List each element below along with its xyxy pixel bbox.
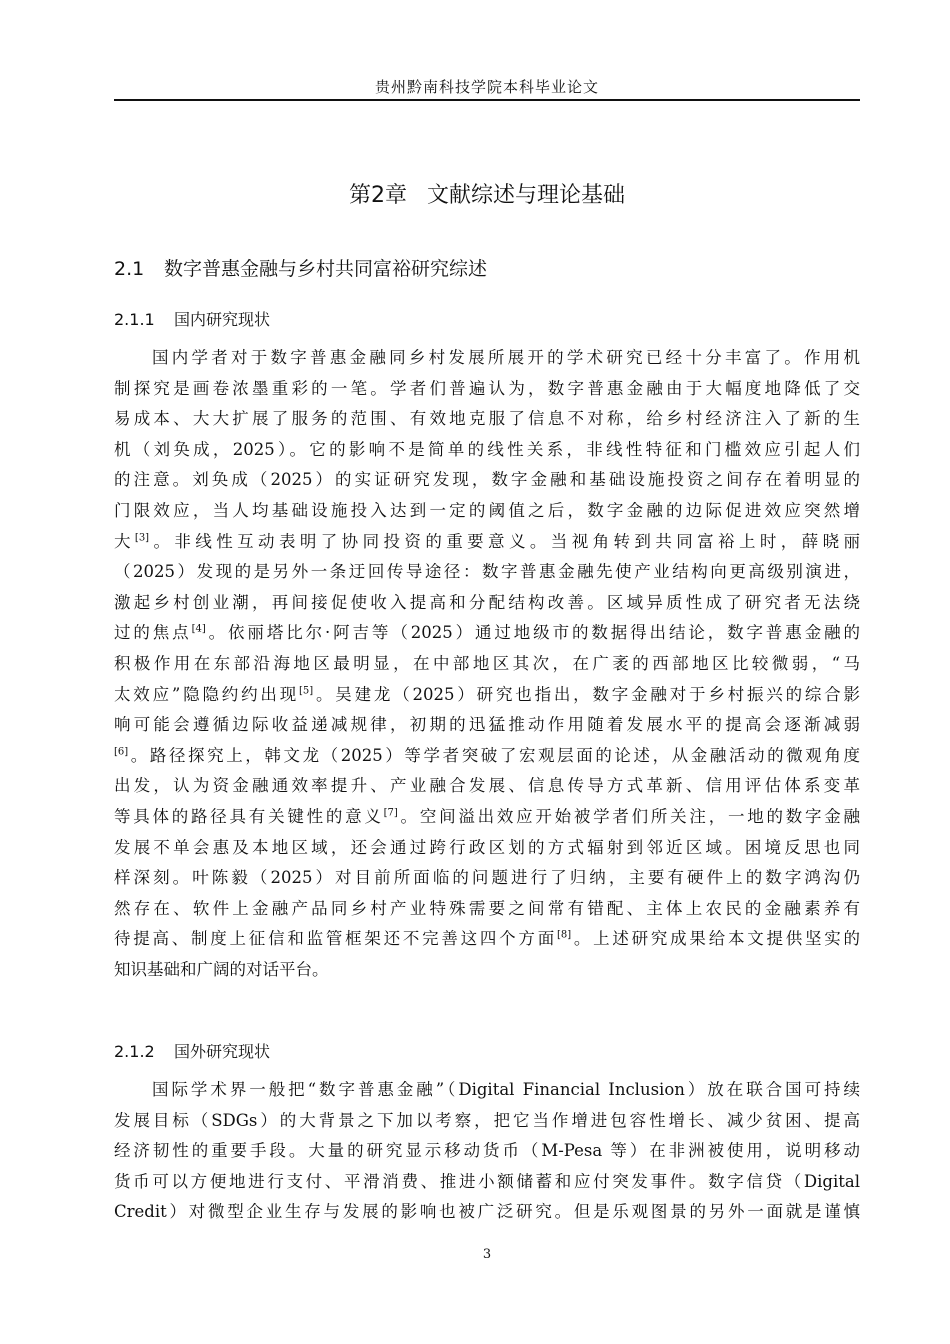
text-line: 出发，认为资金融通效率提升、产业融合发展、信息传导方式革新、信用评估体系变革 — [114, 776, 860, 796]
text-line: 然存在、软件上金融产品同乡村产业特殊需要之间常有错配、主体上农民的金融素养有 — [114, 898, 860, 918]
page-number: 3 — [482, 1247, 492, 1262]
citation-marker: [7] — [383, 807, 398, 819]
text-line: 经济韧性的重要手段。大量的研究显示移动货币（M-Pesa 等）在非洲被使用，说明移动 — [114, 1141, 860, 1161]
subsection-title: 国内研究现状 — [174, 310, 271, 329]
text-line: 的注意。刘奂成（2025）的实证研究发现，数字金融和基础设施投资之间存在着明显的 — [114, 470, 860, 490]
text-line: 发展目标（SDGs）的大背景之下加以考察，把它当作增进包容性增长、减少贫困、提高 — [114, 1110, 860, 1130]
text-line: 发展不单会惠及本地区域，还会通过跨行政区划的方式辐射到邻近区域。困境反思也同 — [114, 837, 860, 857]
text-line: 国际学术界一般把“数字普惠金融”（Digital Financial Inclusion）放在联合国可持续 — [152, 1080, 860, 1099]
text-line: 知识基础和广阔的对话平台。 — [114, 959, 329, 979]
text-line: 货币可以方便地进行支付、平滑消费、推进小额储蓄和应付突发事件。数字信贷（Digital — [114, 1171, 860, 1191]
text-line: 机（刘奂成，2025）。它的影响不是简单的线性关系，非线性特征和门槛效应引起人们 — [114, 439, 860, 459]
citation-marker: [3] — [134, 532, 150, 544]
text-line: 样深刻。叶陈毅（2025）对目前所面临的问题进行了归纳，主要有硬件上的数字鸿沟仍 — [114, 868, 860, 888]
subsection-heading-foreign — [114, 1039, 270, 1062]
text-line: 响可能会遵循边际收益递减规律，初期的迅猛推动作用随着发展水平的提高会逐渐减弱 — [114, 715, 860, 735]
subsection-title: 国外研究现状 — [174, 1042, 271, 1061]
section-title: 数字普惠金融与乡村共同富裕研究综述 — [164, 258, 488, 280]
chapter-title: 文献综述与理论基础 — [426, 183, 625, 208]
text-line: 大[3]。非线性互动表明了协同投资的重要意义。当视角转到共同富裕上时，薛晓丽 — [114, 531, 861, 551]
citation-marker: [5] — [299, 685, 314, 697]
text-line: 易成本、大大扩展了服务的范围、有效地克服了信息不对称，给乡村经济注入了新的生 — [114, 409, 860, 429]
chapter-number: 第2章 — [348, 183, 407, 208]
text-line: 国内学者对于数字普惠金融同乡村发展所展开的学术研究已经十分丰富了。作用机 — [152, 348, 860, 367]
text-line: 待提高、制度上征信和监管框架还不完善这四个方面[8]。上述研究成果给本文提供坚实的 — [114, 929, 861, 949]
section-heading — [114, 254, 487, 281]
text-line: 激起乡村创业潮，再间接促使收入提高和分配结构改善。区域异质性成了研究者无法绕 — [114, 592, 860, 612]
section-number: 2.1 — [114, 258, 145, 280]
chapter-heading — [114, 178, 860, 209]
subsection-heading-domestic — [114, 307, 270, 330]
text-line: 等具体的路径具有关键性的意义[7]。空间溢出效应开始被学者们所关注，一地的数字金融 — [114, 806, 861, 826]
citation-marker: [6] — [114, 746, 129, 758]
paragraph-foreign-research — [114, 1075, 860, 1228]
citation-marker: [8] — [556, 929, 572, 941]
header-rule — [114, 99, 860, 101]
text-line: （2025）发现的是另外一条迂回传导途径：数字普惠金融先使产业结构向更高级别演进， — [114, 562, 860, 582]
text-line: 门限效应，当人均基础设施投入达到一定的阈值之后，数字金融的边际促进效应突然增 — [114, 500, 860, 520]
text-line: 太效应”隐隐约约出现[5]。吴建龙（2025）研究也指出，数字金融对于乡村振兴的综合影 — [114, 684, 860, 704]
running-header: 贵州黔南科技学院本科毕业论文 — [374, 78, 599, 96]
text-line: [6]。路径探究上，韩文龙（2025）等学者突破了宏观层面的论述，从金融活动的微观角度 — [114, 745, 860, 765]
subsection-number: 2.1.2 — [114, 1042, 155, 1061]
text-line: 积极作用在东部沿海地区最明显，在中部地区其次，在广袤的西部地区比较微弱，“马 — [114, 653, 860, 673]
paragraph-domestic-research — [114, 343, 860, 985]
text-line: 制探究是画卷浓墨重彩的一笔。学者们普遍认为，数字普惠金融由于大幅度地降低了交 — [114, 378, 860, 398]
text-line: 过的焦点[4]。依丽塔比尔·阿吉等（2025）通过地级市的数据得出结论，数字普惠金融的 — [114, 623, 860, 643]
subsection-number: 2.1.1 — [114, 310, 155, 329]
text-line: Credit）对微型企业生存与发展的影响也被广泛研究。但是乐观图景的另外一面就是谨慎 — [114, 1202, 860, 1222]
citation-marker: [4] — [191, 623, 206, 635]
